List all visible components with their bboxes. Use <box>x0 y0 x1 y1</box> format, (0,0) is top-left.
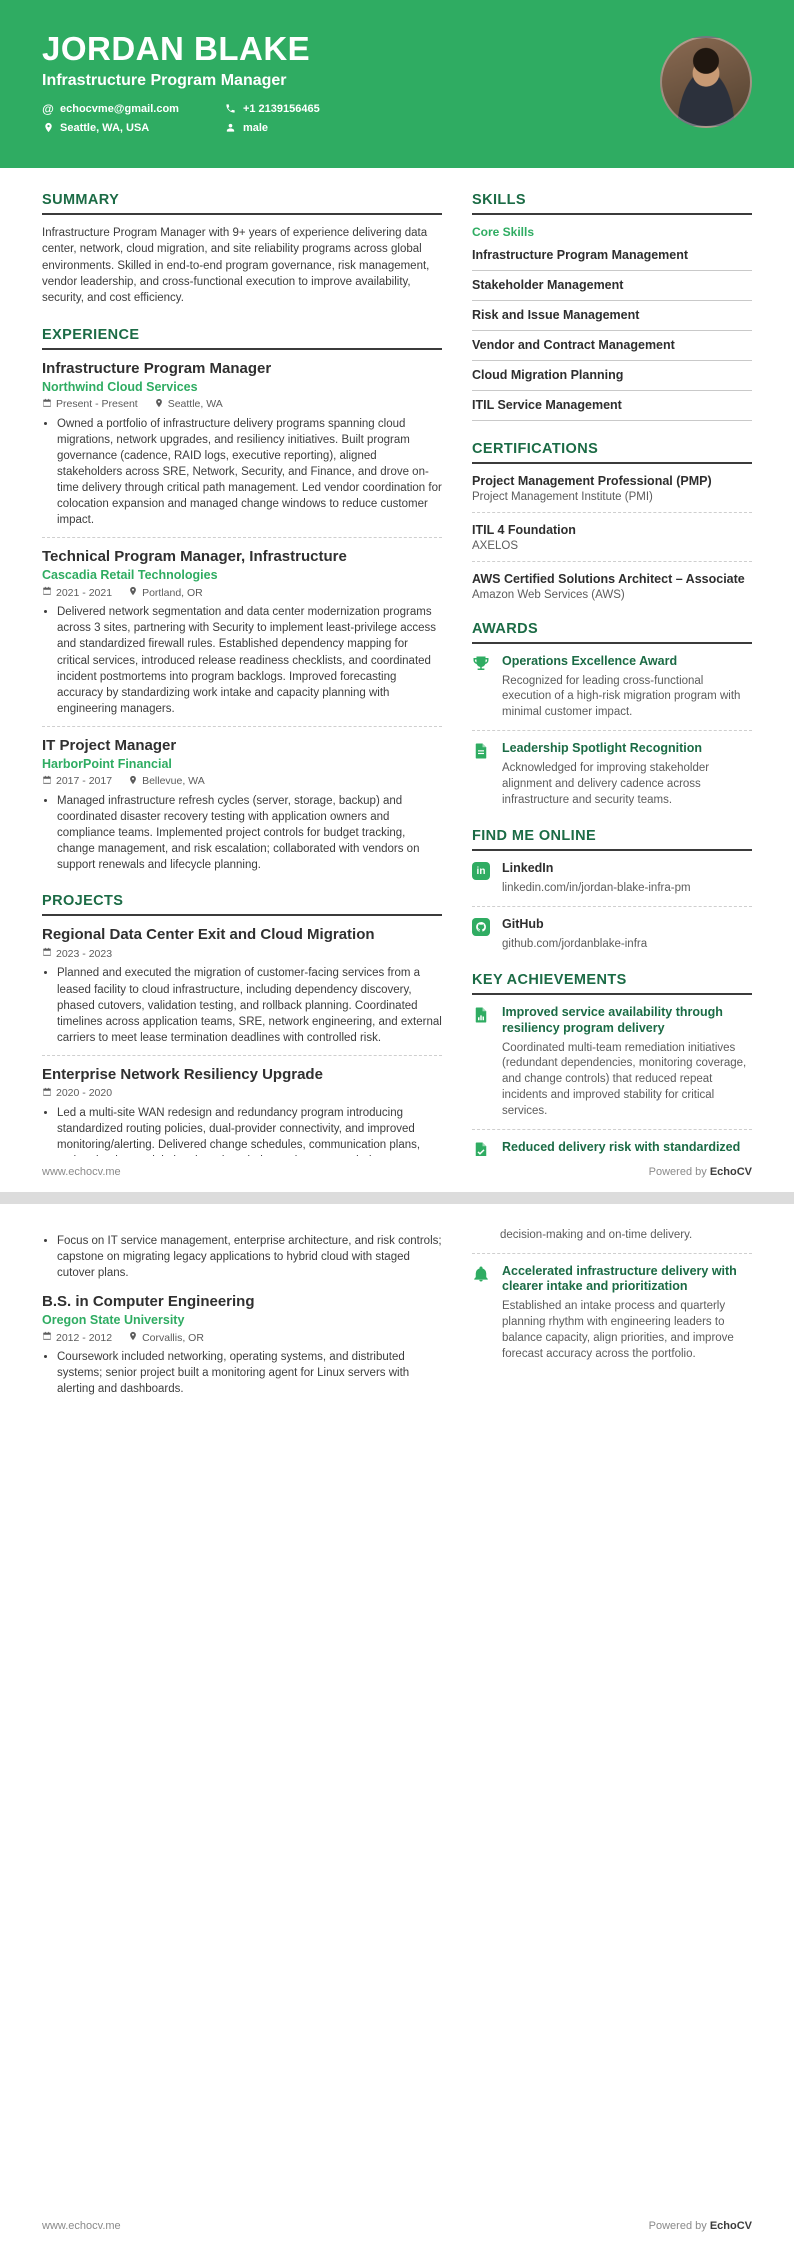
linkedin-icon: in <box>472 861 492 880</box>
trophy-icon <box>472 654 492 678</box>
entry-location: Bellevue, WA <box>128 775 205 788</box>
github-icon <box>472 917 492 941</box>
certification-name: Project Management Professional (PMP) <box>472 474 712 488</box>
entry-meta <box>42 586 442 599</box>
experience-section <box>42 327 442 874</box>
bullet: • Managed infrastructure refresh cycles (server, storage, backup) and coordinated disaster recovery testing with application owners and compliance teams. Implemented project controls for budget tracking, change management, and risk escalation; collaborated with vendors on support renewals and lifecycle planning. <box>57 793 442 873</box>
certification-name: AWS Certified Solutions Architect – Associate <box>472 572 745 586</box>
job-title: IT Project Manager <box>42 736 177 754</box>
avatar <box>660 36 752 128</box>
skills-heading: SKILLS <box>472 192 752 215</box>
location-icon <box>128 1331 138 1344</box>
achievement-title: Improved service availability through resiliency program delivery <box>502 1005 723 1035</box>
company-name: HarborPoint Financial <box>42 756 172 771</box>
entry-meta <box>42 947 442 960</box>
degree-title: B.S. in Computer Engineering <box>42 1293 255 1311</box>
footer-site-link[interactable]: www.echocv.me <box>42 1166 121 1178</box>
job-title: Technical Program Manager, Infrastructure <box>42 548 347 566</box>
footer-site-link[interactable]: www.echocv.me <box>42 2220 121 2232</box>
project-title: Enterprise Network Resiliency Upgrade <box>42 1065 323 1083</box>
entry-meta <box>42 398 442 411</box>
divider <box>472 1253 752 1254</box>
echocv-brand: EchoCV <box>709 1166 752 1178</box>
divider <box>42 726 442 727</box>
entry-meta <box>42 1087 442 1100</box>
find-me-online-section <box>472 828 752 952</box>
document-chart-icon <box>472 1005 492 1029</box>
right-column <box>472 192 752 1156</box>
project-title: Regional Data Center Exit and Cloud Migration <box>42 926 375 944</box>
certification-issuer: AXELOS <box>472 540 519 552</box>
summary-section <box>42 192 442 307</box>
achievement-title: Accelerated infrastructure delivery with clearer intake and prioritization <box>502 1263 737 1294</box>
calendar-icon <box>42 398 52 411</box>
achievement-entry <box>472 1005 752 1120</box>
company-name: Northwind Cloud Services <box>42 379 198 394</box>
powered-by: Powered by EchoCV <box>648 1166 752 1178</box>
school-name: Oregon State University <box>42 1313 185 1328</box>
calendar-icon <box>42 1331 52 1344</box>
achievement-title: Reduced delivery risk with standardized <box>502 1139 741 1154</box>
certification-entry <box>472 474 752 503</box>
contact-phone[interactable] <box>225 103 320 115</box>
online-profile-github <box>472 917 752 952</box>
contact-location <box>42 122 179 134</box>
divider <box>472 730 752 731</box>
profile-url[interactable]: linkedin.com/in/jordan-blake-infra-pm <box>502 882 691 895</box>
award-title: Operations Excellence Award <box>502 654 678 668</box>
entry-dates: 2017 - 2017 <box>42 775 112 788</box>
entry-meta <box>42 775 442 788</box>
projects-heading: PROJECTS <box>42 893 442 916</box>
bullet: • Owned a portfolio of infrastructure delivery programs spanning cloud migrations, network upgrades, and resiliency initiatives. Built program governance (cadence, RAID logs, executive reporting), aligned stakeholders across SRE, Network, Security, and Finance, and drove on-time delivery through critical path management. Led vendor coordination for colocation expansion and managed change windows to reduce customer impact. <box>57 416 442 529</box>
bullet-list <box>42 1105 442 1156</box>
right-column-page2 <box>472 1228 752 2210</box>
calendar-icon <box>42 1087 52 1100</box>
entry-meta <box>42 1331 442 1344</box>
certification-entry <box>472 572 752 601</box>
education-entry <box>42 1293 442 1397</box>
skill-item: Infrastructure Program Management <box>472 241 752 271</box>
projects-section <box>42 893 442 1156</box>
experience-entry <box>42 548 442 717</box>
project-entry <box>42 926 442 1045</box>
summary-text: Infrastructure Program Manager with 9+ years of experience delivering data center, network, cloud migration, and site reliability programs across global environments. Skilled in end-to-end program governance, risk management, vendor leadership, and cross-functional execution to improve availability, security, and cost efficiency. <box>42 227 430 305</box>
powered-by: Powered by EchoCV <box>648 2220 752 2232</box>
profile-name: GitHub <box>502 916 544 931</box>
achievement-entry <box>472 1140 752 1156</box>
award-entry <box>472 654 752 721</box>
bullet: • Planned and executed the migration of customer-facing services from a leased facility to cloud infrastructure, including dependency discovery, phased cutovers, validation testing, and rollback planning. Coordinated timelines across application teams, SRE, network engineering, and external carriers to meet lease termination deadlines with controlled risk. <box>57 965 442 1045</box>
skills-group-label: Core Skills <box>472 225 535 239</box>
bullet-list <box>42 793 442 873</box>
certifications-heading: CERTIFICATIONS <box>472 441 752 464</box>
bullet-list-continued <box>42 1233 442 1281</box>
calendar-icon <box>42 775 52 788</box>
page-footer <box>0 2210 794 2246</box>
company-name: Cascadia Retail Technologies <box>42 568 218 583</box>
location-icon <box>128 775 138 788</box>
bullet: • Led a multi-site WAN redesign and redundancy program introducing standardized routing policies, dual-provider connectivity, and improved monitoring/alerting. Delivered change schedules, communication plans, <box>57 1105 442 1156</box>
certification-entry <box>472 523 752 552</box>
certification-issuer: Amazon Web Services (AWS) <box>472 589 625 601</box>
online-profile-linkedin <box>472 861 752 896</box>
entry-location: Seattle, WA <box>154 398 223 411</box>
entry-dates: 2012 - 2012 <box>42 1331 112 1344</box>
key-achievements-heading: KEY ACHIEVEMENTS <box>472 972 752 995</box>
email-icon: @ <box>42 101 54 116</box>
divider <box>42 537 442 538</box>
entry-dates: 2023 - 2023 <box>42 947 112 960</box>
bullet-list <box>42 416 442 529</box>
award-desc: Acknowledged for improving stakeholder alignment and delivery cadence across infrastructure and security teams. <box>502 761 710 806</box>
contact-gender-text: male <box>242 121 269 134</box>
awards-heading: AWARDS <box>472 621 752 644</box>
certification-issuer: Project Management Institute (PMI) <box>472 491 653 503</box>
certifications-section <box>472 441 752 601</box>
find-me-online-heading: FIND ME ONLINE <box>472 828 752 851</box>
page-2 <box>0 1204 794 2246</box>
skill-item: Risk and Issue Management <box>472 301 752 331</box>
document-check-icon <box>472 1140 492 1156</box>
entry-dates: 2020 - 2020 <box>42 1087 112 1100</box>
contact-phone-text: +1 2139156465 <box>242 102 320 115</box>
bullet: • Coursework included networking, operating systems, and distributed systems; senior project built a monitoring agent for Linux servers with alerting and dashboards. <box>57 1349 442 1397</box>
bullet: • Focus on IT service management, enterprise architecture, and risk controls; capstone on migrating legacy applications to hybrid cloud with staged cutover plans. <box>57 1233 442 1281</box>
bullet-list <box>42 1349 442 1397</box>
skill-item: Stakeholder Management <box>472 271 752 301</box>
calendar-icon <box>42 586 52 599</box>
calendar-icon <box>42 947 52 960</box>
certification-name: ITIL 4 Foundation <box>472 523 576 537</box>
contact-email-text: echocvme@gmail.com <box>60 102 179 115</box>
contact-location-text: Seattle, WA, USA <box>60 121 150 134</box>
award-title: Leadership Spotlight Recognition <box>502 741 702 756</box>
skill-item: ITIL Service Management <box>472 391 752 421</box>
experience-heading: EXPERIENCE <box>42 327 442 350</box>
summary-heading: SUMMARY <box>42 192 442 215</box>
achievement-desc: Coordinated multi-team remediation initiatives (redundant dependencies, monitoring coverage, and change controls) that reduced repeat incidents and improved stability for critical services. <box>502 1041 747 1118</box>
entry-dates: Present - Present <box>42 398 138 411</box>
awards-section <box>472 621 752 808</box>
skills-section <box>472 192 752 421</box>
achievement-desc-continued: decision-making and on-time delivery. <box>500 1229 693 1241</box>
divider <box>472 906 752 907</box>
divider <box>472 561 752 562</box>
header-identity <box>42 32 320 134</box>
project-entry <box>42 1066 442 1156</box>
contact-gender <box>225 122 320 134</box>
job-title: Infrastructure Program Manager <box>42 359 272 377</box>
entry-dates: 2021 - 2021 <box>42 586 112 599</box>
award-desc: Recognized for leading cross-functional execution of a high-risk migration program with minimal customer impact. <box>502 674 741 719</box>
achievement-desc: Established an intake process and quarterly planning rhythm with engineering leaders to balance capacity, align priorities, and improve forecast accuracy across the portfolio. <box>502 1300 734 1360</box>
award-entry <box>472 741 752 808</box>
entry-location: Portland, OR <box>128 586 203 599</box>
left-column-page2 <box>42 1228 442 2210</box>
profile-name: LinkedIn <box>502 861 554 876</box>
candidate-title: Infrastructure Program Manager <box>42 71 287 89</box>
profile-url[interactable]: github.com/jordanblake-infra <box>502 937 648 950</box>
location-icon <box>128 586 138 599</box>
bullet-list <box>42 604 442 717</box>
left-column <box>42 192 442 1156</box>
entry-location: Corvallis, OR <box>128 1331 204 1344</box>
divider <box>472 512 752 513</box>
experience-entry <box>42 360 442 529</box>
divider <box>42 1055 442 1056</box>
skill-item: Vendor and Contract Management <box>472 331 752 361</box>
bullet-list <box>42 965 442 1045</box>
certificate-icon <box>472 741 492 765</box>
experience-entry <box>42 737 442 873</box>
echocv-brand: EchoCV <box>709 2220 752 2232</box>
location-icon <box>154 398 164 411</box>
bullet: • Delivered network segmentation and data center modernization programs across 3 sites, partnering with Security to implement least-privilege access and standardized firewall rules. Established dependency mapping for critical services, introduced release readiness checklists, and coordinated incident postmortems into program backlogs. Improved forecasting accuracy by standardizing work intake and capacity planning with engineering managers. <box>57 604 442 717</box>
page-1 <box>0 168 794 1192</box>
contact-email[interactable] <box>42 103 179 115</box>
candidate-name: JORDAN BLAKE <box>42 30 311 67</box>
skill-item: Cloud Migration Planning <box>472 361 752 391</box>
divider <box>472 1129 752 1130</box>
location-icon <box>42 122 54 133</box>
resume-header <box>0 0 794 168</box>
phone-icon <box>225 103 237 114</box>
contact-grid <box>42 103 320 134</box>
achievement-entry <box>472 1264 752 1363</box>
key-achievements-section <box>472 972 752 1156</box>
person-icon <box>225 122 237 133</box>
bell-icon <box>472 1264 492 1288</box>
page-footer <box>0 1156 794 1192</box>
page-gap <box>0 1192 794 1204</box>
